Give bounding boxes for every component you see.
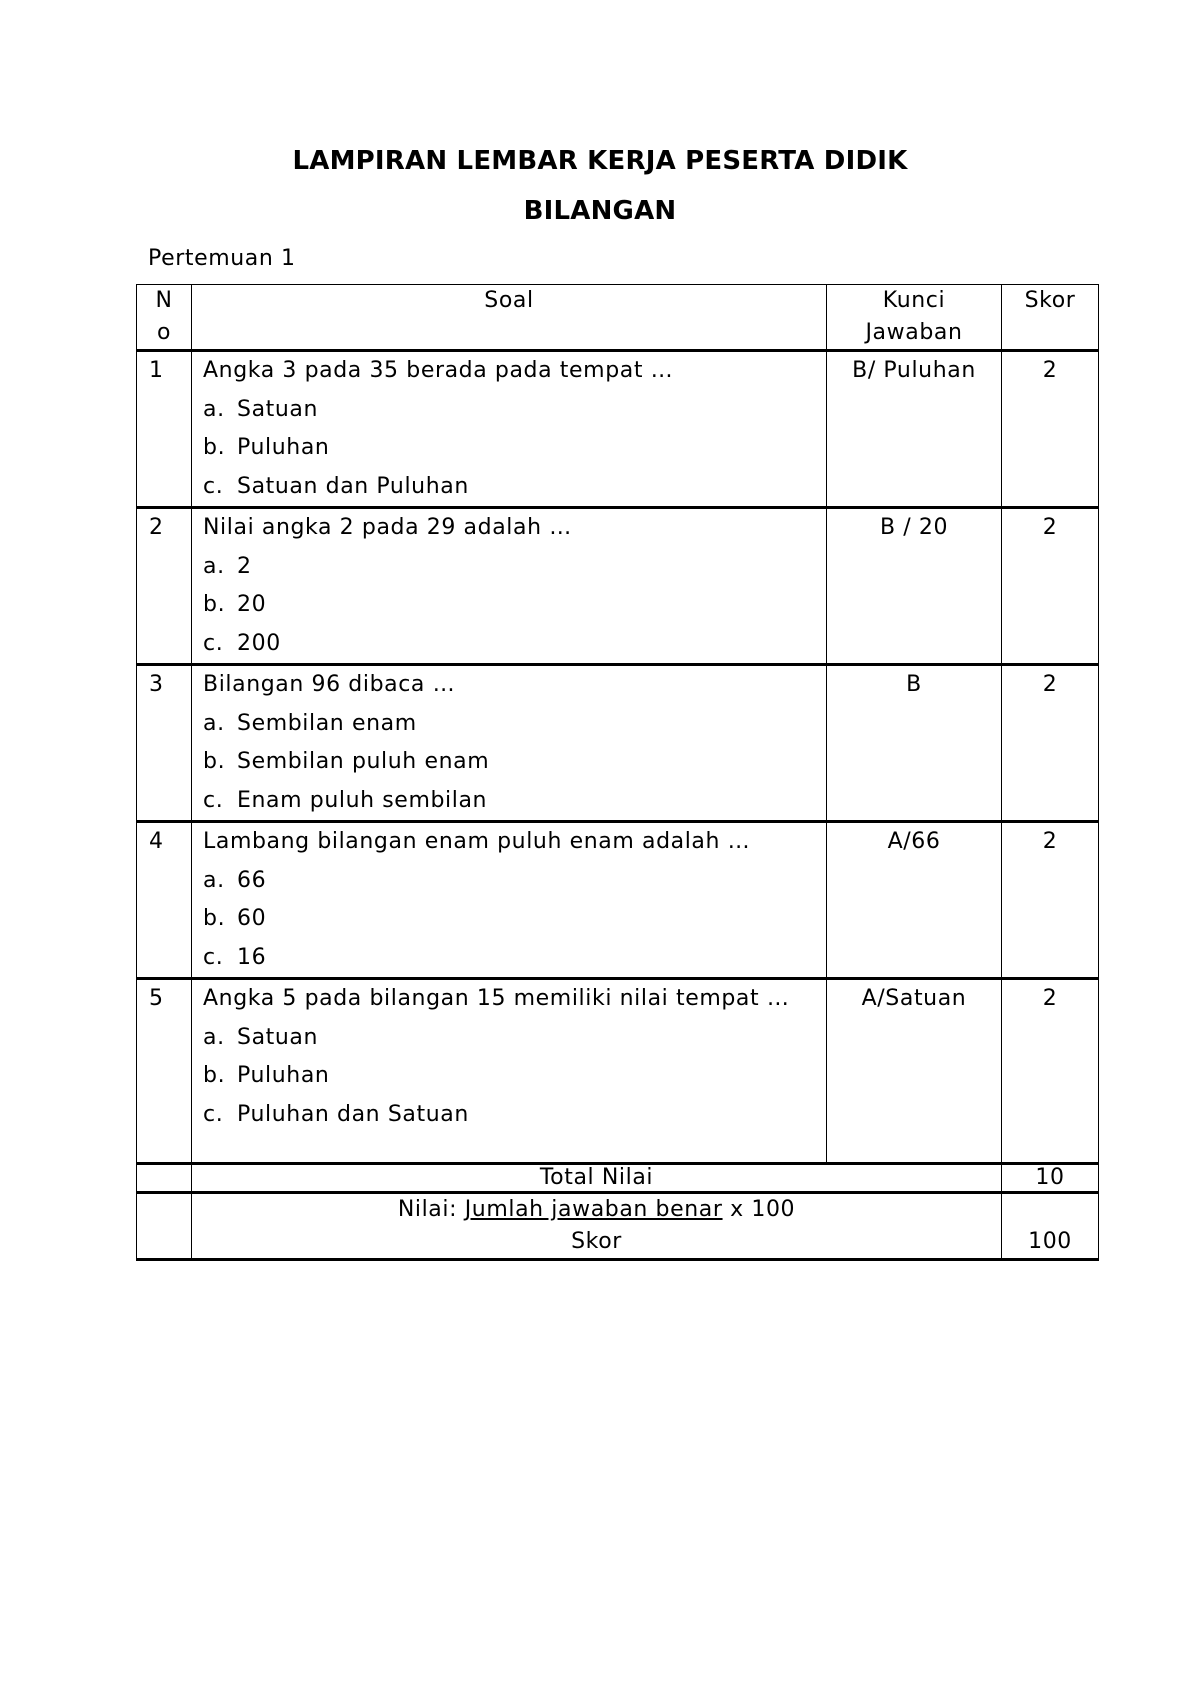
- option-letter: b.: [203, 435, 226, 460]
- question-cell: [192, 508, 827, 665]
- question-number: 1: [137, 351, 192, 508]
- option-text: Sembilan enam: [237, 710, 417, 736]
- question-row: [137, 665, 1099, 822]
- option-text: Satuan: [237, 396, 319, 422]
- answer-option: [203, 1019, 820, 1058]
- option-text: Enam puluh sembilan: [237, 787, 488, 813]
- question-text: Angka 5 pada bilangan 15 memiliki nilai tempat …: [203, 986, 790, 1011]
- option-letter: c.: [203, 787, 224, 813]
- option-letter: b.: [203, 1063, 226, 1088]
- question-text: Angka 3 pada 35 berada pada tempat …: [203, 358, 674, 383]
- option-text: 16: [237, 944, 267, 970]
- question-score: 2: [1002, 979, 1099, 1164]
- table-header-row: [137, 285, 1099, 351]
- option-text: 200: [237, 630, 281, 656]
- question-score: 2: [1002, 822, 1099, 979]
- answer-option: [203, 429, 820, 468]
- option-text: 66: [237, 867, 267, 893]
- question-text: Lambang bilangan enam puluh enam adalah …: [203, 829, 751, 854]
- question-score: 2: [1002, 508, 1099, 665]
- option-letter: b.: [203, 592, 226, 617]
- answer-option: [203, 548, 820, 587]
- answer-option: [203, 586, 820, 625]
- total-value: 10: [1002, 1164, 1099, 1193]
- question-score: 2: [1002, 351, 1099, 508]
- total-row: [137, 1164, 1099, 1193]
- nilai-suffix: x 100: [722, 1197, 796, 1222]
- empty-cell: [137, 1193, 192, 1260]
- header-skor: Skor: [1002, 285, 1099, 351]
- question-row: [137, 351, 1099, 508]
- answer-option: [203, 743, 820, 782]
- answer-key: A/66: [827, 822, 1002, 979]
- question-row: [137, 508, 1099, 665]
- question-score: 2: [1002, 665, 1099, 822]
- option-text: Sembilan puluh enam: [237, 749, 490, 774]
- question-number: 5: [137, 979, 192, 1164]
- answer-option: [203, 862, 820, 901]
- answer-option: [203, 1096, 820, 1135]
- question-text: Nilai angka 2 pada 29 adalah …: [203, 515, 572, 540]
- option-letter: b.: [203, 749, 226, 774]
- answer-key: B/ Puluhan: [827, 351, 1002, 508]
- header-no-text: N o: [155, 288, 173, 345]
- nilai-prefix: Nilai:: [397, 1197, 465, 1222]
- option-letter: a.: [203, 1024, 225, 1050]
- option-letter: a.: [203, 710, 225, 736]
- nilai-max: 100: [1002, 1193, 1099, 1260]
- nilai-formula-line: [192, 1194, 1001, 1226]
- meeting-label: Pertemuan 1: [148, 246, 296, 271]
- nilai-formula: [192, 1193, 1002, 1260]
- question-cell: [192, 979, 827, 1164]
- option-letter: a.: [203, 396, 225, 422]
- document-title: LAMPIRAN LEMBAR KERJA PESERTA DIDIK: [292, 146, 908, 176]
- answer-key: B / 20: [827, 508, 1002, 665]
- question-text: Bilangan 96 dibaca …: [203, 672, 456, 697]
- nilai-denominator: Skor: [571, 1229, 622, 1254]
- answer-option: [203, 625, 820, 664]
- answer-option: [203, 468, 820, 507]
- total-label: Total Nilai: [192, 1164, 1002, 1193]
- nilai-formula-row: [137, 1193, 1099, 1260]
- option-text: Puluhan: [237, 435, 330, 460]
- header-kunci-jawaban: [827, 285, 1002, 351]
- question-row: [137, 979, 1099, 1164]
- option-letter: b.: [203, 906, 226, 931]
- question-cell: [192, 351, 827, 508]
- answer-option: [203, 1057, 820, 1096]
- answer-option: [203, 939, 820, 978]
- option-text: 2: [237, 553, 252, 579]
- option-letter: a.: [203, 867, 225, 893]
- question-cell: [192, 665, 827, 822]
- answer-option: [203, 900, 820, 939]
- option-text: 20: [237, 592, 267, 617]
- nilai-numerator: Jumlah jawaban benar: [464, 1197, 723, 1222]
- question-number: 3: [137, 665, 192, 822]
- document-subtitle: BILANGAN: [523, 196, 677, 226]
- option-letter: c.: [203, 944, 224, 970]
- question-cell: [192, 822, 827, 979]
- answer-key: A/Satuan: [827, 979, 1002, 1164]
- header-kunci-text: Kunci Jawaban: [865, 288, 963, 345]
- option-letter: a.: [203, 553, 225, 579]
- header-soal: Soal: [192, 285, 827, 351]
- option-text: Puluhan dan Satuan: [237, 1101, 469, 1127]
- option-text: Satuan dan Puluhan: [237, 473, 469, 499]
- answer-key: B: [827, 665, 1002, 822]
- option-letter: c.: [203, 630, 224, 656]
- worksheet-table: [136, 284, 1099, 1261]
- empty-cell: [137, 1164, 192, 1193]
- answer-option: [203, 391, 820, 430]
- option-letter: c.: [203, 473, 224, 499]
- answer-option: [203, 705, 820, 744]
- question-row: [137, 822, 1099, 979]
- option-text: Puluhan: [237, 1063, 330, 1088]
- option-letter: c.: [203, 1101, 224, 1127]
- header-no: [137, 285, 192, 351]
- option-text: Satuan: [237, 1024, 319, 1050]
- question-number: 2: [137, 508, 192, 665]
- option-text: 60: [237, 906, 267, 931]
- answer-option: [203, 782, 820, 821]
- question-number: 4: [137, 822, 192, 979]
